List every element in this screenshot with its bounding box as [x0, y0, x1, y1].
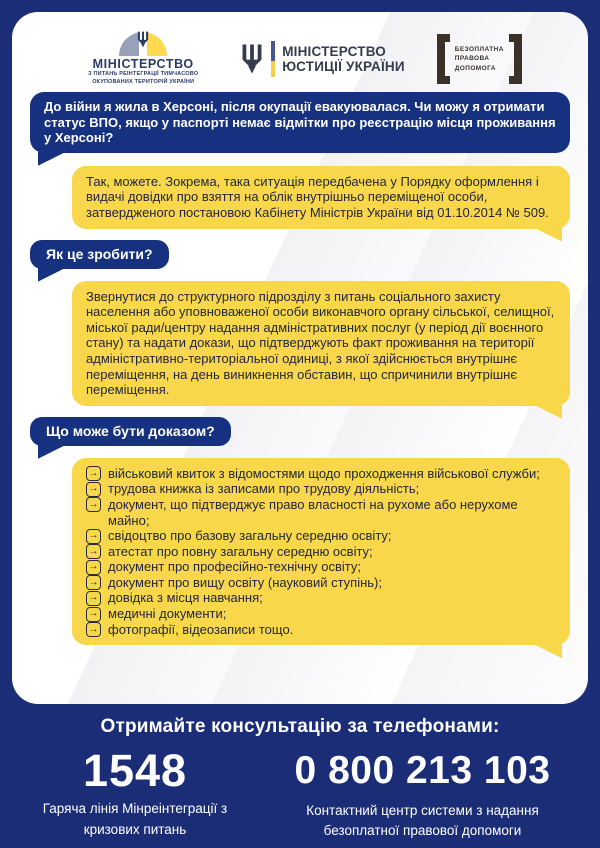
arrow-icon: → — [86, 591, 101, 606]
question-text-3: Що може бути доказом? — [46, 422, 215, 439]
answer-bubble-2 — [72, 281, 570, 406]
footer — [0, 716, 600, 841]
arrow-icon: → — [86, 607, 101, 622]
hotline-label: Контактний центр системи з надання безоплатної правової допомоги — [306, 802, 539, 838]
list-item: → свідоцтво про базову загальну середню освіту; — [86, 528, 556, 544]
justice-title: МІНІСТЕРСТВО ЮСТИЦІЇ УКРАЇНИ — [282, 43, 405, 74]
footer-heading: Отримайте консультацію за телефонами: — [100, 716, 500, 737]
answer-bubble-1 — [72, 166, 570, 229]
hotline-number: 0 800 213 103 — [294, 749, 551, 792]
logos-header — [30, 26, 570, 92]
arrow-icon: → — [86, 560, 101, 575]
list-item: → фотографії, відеозаписи тощо. — [86, 622, 556, 638]
question-text-2: Як це зробити? — [46, 245, 153, 262]
bubble-tail — [534, 405, 562, 419]
answer-text-2: Звернутися до структурного підрозділу з питань соціального захисту населення або уповноваженої особи виконавчого органу сільської, селищної, міської ради/центру надання адміністративних послуг (у період дії воєнного стану) та надати докази, що підтверджують факт проживання на території адміністративно-територіальної одиниці, з якої здійснюється внутрішнє переміщення, на день виникнення обставин, що спричинили внутрішнє переміщення. — [86, 288, 555, 398]
arrow-icon: → — [86, 497, 101, 512]
arrow-icon: → — [86, 466, 101, 481]
arrow-icon: → — [86, 575, 101, 590]
left-bracket-icon — [437, 34, 450, 84]
question-bubble-2 — [30, 240, 169, 269]
bubble-tail — [38, 268, 66, 282]
trident-icon — [240, 44, 264, 74]
list-item: → документ про професійно-технічну освіту; — [86, 559, 556, 575]
logo-legal-aid — [437, 34, 522, 84]
bubble-tail — [534, 228, 562, 242]
answer-text-1: Так, можете. Зокрема, така ситуація передбачена у Порядку оформлення і видачі довідки про взяття на облік внутрішньо переміщеної особи, затвердженого постановою Кабінету Міністрів України від 01.10.2014 № 509. — [86, 173, 549, 220]
question-bubble-1 — [30, 92, 570, 153]
reintegration-subtitle: З ПИТАНЬ РЕІНТЕГРАЦІЇ ТИМЧАСОВО ОКУПОВАНИХ ТЕРИТОРІЙ УКРАЇНИ — [88, 71, 199, 85]
list-item: → атестат про повну загальну середню освіту; — [86, 544, 556, 560]
hotline-label: Гаряча лінія Мінреінтеграції з кризових питань — [42, 801, 228, 837]
list-item: → документ, що підтверджує право власності на рухоме або нерухоме майно; — [86, 497, 556, 528]
legal-aid-title: БЕЗОПЛАТНА ПРАВОВА ДОПОМОГА — [454, 45, 504, 72]
evidence-list — [86, 466, 556, 638]
trident-icon — [137, 30, 150, 49]
arrow-icon: → — [86, 529, 101, 544]
right-bracket-icon — [509, 34, 522, 84]
list-item: → медичні документи; — [86, 606, 556, 622]
logo-ministry-reintegration — [78, 32, 208, 86]
hotline-1548 — [13, 747, 258, 840]
logo-ministry-justice — [240, 41, 405, 77]
flag-divider-bar — [271, 41, 275, 77]
hotline-number: 1548 — [82, 745, 188, 796]
list-item: → документ про вищу освіту (науковий ступінь); — [86, 575, 556, 591]
bubble-tail — [38, 152, 66, 166]
question-text-1: До війни я жила в Херсоні, після окупації евакуювалася. Чи можу я отримати статус ВПО, якщо у паспорті немає відмітки про реєстрацію місця проживання у Херсоні? — [44, 99, 556, 146]
evidence-bubble — [72, 458, 570, 646]
bubble-tail — [534, 644, 562, 658]
list-item: → військовий квиток з відомостями щодо проходження військової служби; — [86, 466, 556, 482]
reintegration-dome — [119, 32, 167, 56]
list-item: → довідка з місця навчання; — [86, 590, 556, 606]
list-item: → трудова книжка із записами про трудову діяльність; — [86, 481, 556, 497]
arrow-icon: → — [86, 482, 101, 497]
question-bubble-3 — [30, 417, 231, 446]
hotlines — [0, 747, 600, 841]
arrow-icon: → — [86, 622, 101, 637]
bubble-tail — [38, 445, 66, 459]
arrow-icon: → — [86, 544, 101, 559]
reintegration-title: МІНІСТЕРСТВО — [92, 57, 194, 72]
hotline-0800 — [258, 747, 588, 841]
info-card — [12, 12, 588, 704]
